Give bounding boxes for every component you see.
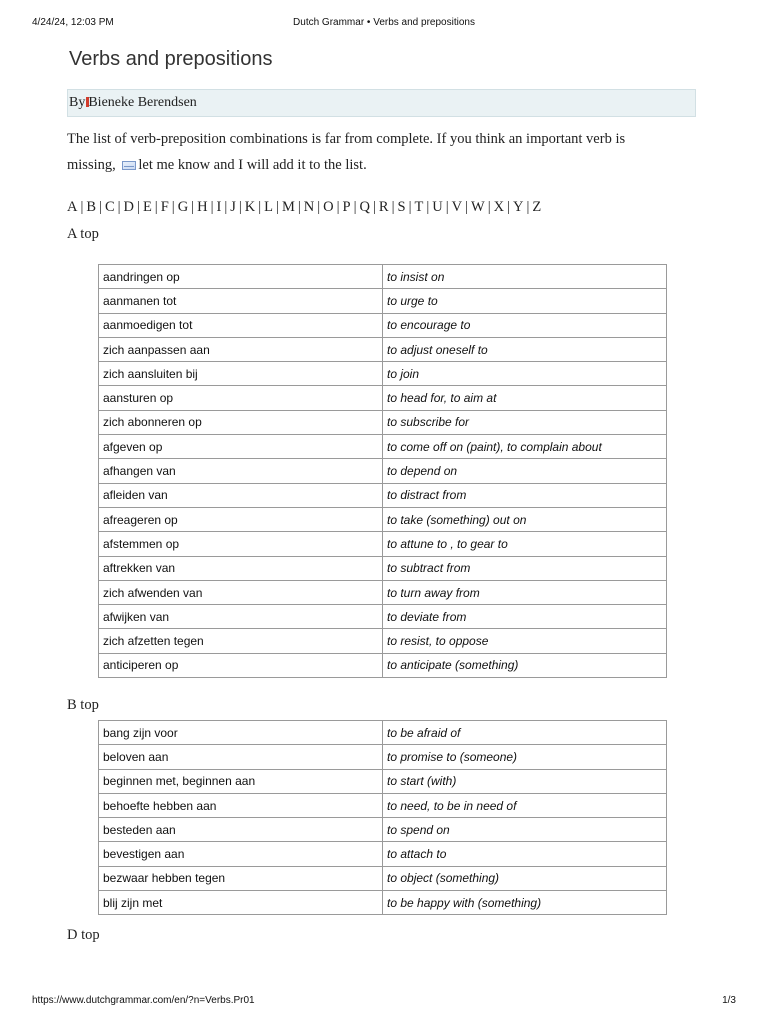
alphabet-separator: |	[526, 199, 530, 215]
alphabet-link-e[interactable]: E	[142, 199, 152, 215]
table-row	[99, 459, 667, 483]
english-translation-cell: to attune to , to gear to	[383, 532, 667, 556]
alphabet-separator: |	[445, 199, 449, 215]
alphabet-separator: |	[373, 199, 376, 215]
intro-missing: missing,	[67, 157, 116, 173]
alphabet-link-v[interactable]: V	[451, 199, 463, 215]
dutch-verb-cell: behoefte hebben aan	[99, 793, 383, 817]
alphabet-link-n[interactable]: N	[303, 199, 315, 215]
alphabet-separator: |	[336, 199, 340, 215]
dutch-verb-cell: zich abonneren op	[99, 410, 383, 434]
intro-paragraph	[67, 126, 707, 178]
table-row	[99, 289, 667, 313]
alphabet-separator: |	[80, 199, 84, 215]
table-row	[99, 866, 667, 890]
dutch-verb-cell: aanmanen tot	[99, 289, 383, 313]
english-translation-cell: to need, to be in need of	[383, 793, 667, 817]
english-translation-cell: to be afraid of	[383, 721, 667, 745]
alphabet-link-g[interactable]: G	[177, 199, 189, 215]
alphabet-link-j[interactable]: J	[230, 199, 236, 215]
table-row	[99, 842, 667, 866]
alphabet-separator: |	[258, 199, 262, 215]
table-row	[99, 793, 667, 817]
dutch-verb-cell: bezwaar hebben tegen	[99, 866, 383, 890]
table-row	[99, 507, 667, 531]
alphabet-link-p[interactable]: P	[342, 199, 351, 215]
alphabet-link-k[interactable]: K	[244, 199, 256, 215]
dutch-verb-cell: zich afzetten tegen	[99, 629, 383, 653]
dutch-verb-cell: zich aansluiten bij	[99, 362, 383, 386]
section-heading: D top	[67, 927, 100, 943]
alphabet-link-l[interactable]: L	[264, 199, 274, 215]
english-translation-cell: to adjust oneself to	[383, 337, 667, 361]
alphabet-separator: |	[171, 199, 175, 215]
table-row	[99, 435, 667, 459]
table-row	[99, 818, 667, 842]
alphabet-link-w[interactable]: W	[471, 199, 485, 215]
english-translation-cell: to anticipate (something)	[383, 653, 667, 677]
table-row	[99, 745, 667, 769]
print-header	[32, 17, 736, 31]
alphabet-separator: |	[154, 199, 158, 215]
table-row	[99, 483, 667, 507]
dutch-verb-cell: aansturen op	[99, 386, 383, 410]
print-page-number: 1/3	[722, 995, 736, 1006]
byline-prefix: By	[69, 95, 86, 110]
alphabet-separator: |	[210, 199, 214, 215]
alphabet-link-q[interactable]: Q	[359, 199, 370, 215]
verb-preposition-table	[98, 720, 667, 915]
alphabet-separator: |	[238, 199, 242, 215]
dutch-verb-cell: afstemmen op	[99, 532, 383, 556]
alphabet-link-s[interactable]: S	[397, 199, 406, 215]
dutch-verb-cell: aandringen op	[99, 265, 383, 289]
english-translation-cell: to subtract from	[383, 556, 667, 580]
section-heading: B top	[67, 697, 99, 713]
dutch-verb-cell: zich aanpassen aan	[99, 337, 383, 361]
alphabet-link-u[interactable]: U	[432, 199, 443, 215]
english-translation-cell: to spend on	[383, 818, 667, 842]
alphabet-link-o[interactable]: O	[323, 199, 334, 215]
english-translation-cell: to come off on (paint), to complain about	[383, 435, 667, 459]
alphabet-link-c[interactable]: C	[104, 199, 115, 215]
english-translation-cell: to deviate from	[383, 605, 667, 629]
alphabet-separator: |	[117, 199, 121, 215]
print-date: 4/24/24, 12:03 PM	[32, 17, 114, 28]
alphabet-link-m[interactable]: M	[281, 199, 295, 215]
english-translation-cell: to join	[383, 362, 667, 386]
alphabet-separator: |	[507, 199, 510, 215]
dutch-verb-cell: beginnen met, beginnen aan	[99, 769, 383, 793]
table-row	[99, 556, 667, 580]
alphabet-separator: |	[276, 199, 279, 215]
alphabet-separator: |	[487, 199, 491, 215]
envelope-icon[interactable]	[122, 161, 136, 170]
table-row	[99, 580, 667, 604]
dutch-verb-cell: blij zijn met	[99, 891, 383, 915]
dutch-verb-cell: aftrekken van	[99, 556, 383, 580]
alphabet-link-a[interactable]: A	[67, 199, 78, 215]
alphabet-link-y[interactable]: Y	[513, 199, 524, 215]
alphabet-link-i[interactable]: I	[216, 199, 222, 215]
verb-preposition-table	[98, 264, 667, 678]
table-row	[99, 265, 667, 289]
alphabet-link-b[interactable]: B	[86, 199, 97, 215]
print-footer	[32, 995, 736, 1009]
english-translation-cell: to turn away from	[383, 580, 667, 604]
english-translation-cell: to promise to (someone)	[383, 745, 667, 769]
table-row	[99, 386, 667, 410]
byline	[67, 89, 696, 117]
table-row	[99, 532, 667, 556]
english-translation-cell: to subscribe for	[383, 410, 667, 434]
table-row	[99, 362, 667, 386]
alphabet-separator: |	[297, 199, 301, 215]
dutch-verb-cell: aanmoedigen tot	[99, 313, 383, 337]
english-translation-cell: to distract from	[383, 483, 667, 507]
table-row	[99, 629, 667, 653]
alphabet-separator: |	[391, 199, 395, 215]
english-translation-cell: to take (something) out on	[383, 507, 667, 531]
alphabet-separator: |	[317, 199, 321, 215]
dutch-verb-cell: beloven aan	[99, 745, 383, 769]
table-row	[99, 721, 667, 745]
alphabet-separator: |	[353, 199, 357, 215]
english-translation-cell: to attach to	[383, 842, 667, 866]
intro-contact: let me know and I will add it to the list.	[138, 157, 367, 173]
english-translation-cell: to insist on	[383, 265, 667, 289]
dutch-verb-cell: afreageren op	[99, 507, 383, 531]
alphabet-link-z[interactable]: Z	[532, 199, 542, 215]
table-row	[99, 891, 667, 915]
dutch-verb-cell: afwijken van	[99, 605, 383, 629]
dutch-verb-cell: afgeven op	[99, 435, 383, 459]
author-link[interactable]: Bieneke Berendsen	[88, 95, 197, 110]
dutch-verb-cell: bevestigen aan	[99, 842, 383, 866]
dutch-verb-cell: afleiden van	[99, 483, 383, 507]
english-translation-cell: to object (something)	[383, 866, 667, 890]
english-translation-cell: to head for, to aim at	[383, 386, 667, 410]
alphabet-link-t[interactable]: T	[414, 199, 424, 215]
english-translation-cell: to be happy with (something)	[383, 891, 667, 915]
alphabet-link-f[interactable]: F	[160, 199, 169, 215]
alphabet-link-r[interactable]: R	[378, 199, 389, 215]
english-translation-cell: to encourage to	[383, 313, 667, 337]
table-row	[99, 313, 667, 337]
intro-line-1: The list of verb-preposition combinations is far from complete. If you think an important verb is	[67, 131, 626, 147]
dutch-verb-cell: bang zijn voor	[99, 721, 383, 745]
english-translation-cell: to urge to	[383, 289, 667, 313]
english-translation-cell: to resist, to oppose	[383, 629, 667, 653]
dutch-verb-cell: zich afwenden van	[99, 580, 383, 604]
alphabet-separator: |	[137, 199, 140, 215]
alphabet-separator: |	[465, 199, 469, 215]
table-row	[99, 337, 667, 361]
dutch-verb-cell: besteden aan	[99, 818, 383, 842]
print-document-title: Dutch Grammar • Verbs and prepositions	[293, 17, 475, 28]
alphabet-separator: |	[408, 199, 412, 215]
table-row	[99, 769, 667, 793]
section-heading: A top	[67, 226, 99, 242]
page-title: Verbs and prepositions	[69, 48, 273, 70]
alphabet-link-x[interactable]: X	[493, 199, 505, 215]
alphabet-link-h[interactable]: H	[197, 199, 208, 215]
english-translation-cell: to depend on	[383, 459, 667, 483]
alphabet-separator: |	[224, 199, 228, 215]
alphabet-separator: |	[191, 199, 195, 215]
alphabet-link-d[interactable]: D	[123, 199, 135, 215]
alphabet-separator: |	[426, 199, 430, 215]
print-url: https://www.dutchgrammar.com/en/?n=Verbs.Pr01	[32, 995, 255, 1006]
table-row	[99, 605, 667, 629]
english-translation-cell: to start (with)	[383, 769, 667, 793]
dutch-verb-cell: afhangen van	[99, 459, 383, 483]
alphabet-nav	[67, 199, 707, 216]
table-row	[99, 410, 667, 434]
table-row	[99, 653, 667, 677]
dutch-verb-cell: anticiperen op	[99, 653, 383, 677]
alphabet-separator: |	[99, 199, 102, 215]
